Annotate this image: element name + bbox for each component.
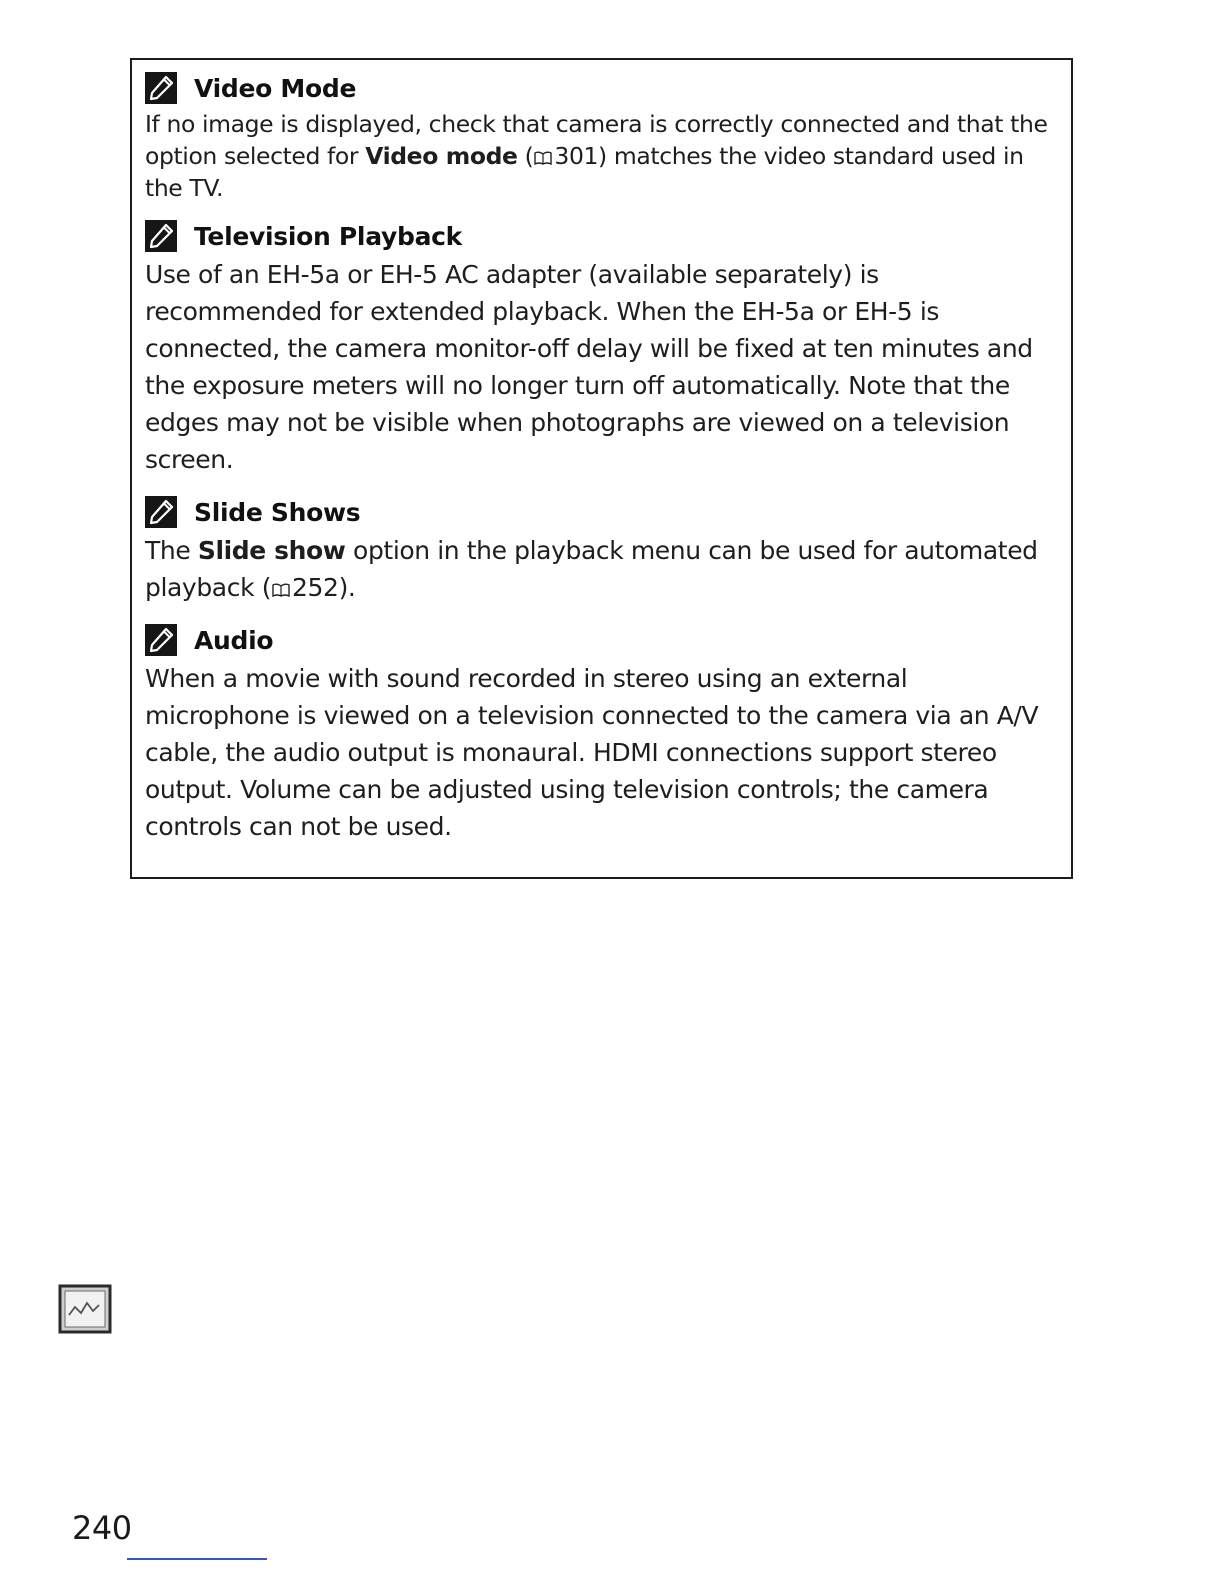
body-text: ) matches the video standard used in the TV. xyxy=(145,142,1024,202)
book-icon xyxy=(534,151,552,165)
page-link-underline[interactable] xyxy=(127,1558,267,1560)
note-heading xyxy=(145,492,1049,532)
note-television-playback xyxy=(145,216,1049,478)
note-title: Audio xyxy=(194,625,274,655)
connections-icon[interactable] xyxy=(58,1284,112,1334)
note-audio xyxy=(145,620,1049,845)
notes-box xyxy=(130,58,1073,879)
pencil-icon xyxy=(145,220,177,252)
body-text: ). xyxy=(338,573,356,602)
menu-option-slide-show: Slide show xyxy=(197,536,346,565)
menu-option-video-mode: Video mode xyxy=(365,142,518,170)
note-body xyxy=(145,532,1049,606)
note-video-mode xyxy=(145,68,1049,204)
note-slide-shows xyxy=(145,492,1049,606)
note-body: Use of an EH-5a or EH-5 AC adapter (available separately) is recommended for extended playback. When the EH-5a or EH-5 is connected, the camera monitor-off delay will be fixed at ten minutes and the exposure meters will no longer turn off automatically. Note that the edges may not be visible when photographs are viewed on a television screen. xyxy=(145,260,1033,474)
body-text: ( xyxy=(517,142,534,170)
body-text: If no image is displayed, check that camera is correctly connected and that the option selected for xyxy=(145,110,1048,170)
page-reference[interactable]: 252 xyxy=(292,573,339,602)
note-body: When a movie with sound recorded in stereo using an external microphone is viewed on a television connected to the camera via an A/V cable, the audio output is monaural. HDMI connections support stereo output. Volume can be adjusted using television controls; the camera controls can not be used. xyxy=(145,664,1039,841)
note-heading xyxy=(145,68,1049,108)
pencil-icon xyxy=(145,72,177,104)
page-reference[interactable]: 301 xyxy=(554,142,599,170)
body-text: The xyxy=(145,536,198,565)
pencil-icon xyxy=(145,624,177,656)
note-heading xyxy=(145,216,1049,256)
note-heading xyxy=(145,620,1049,660)
note-title: Video Mode xyxy=(194,73,357,103)
note-title: Television Playback xyxy=(194,221,463,251)
pencil-icon xyxy=(145,496,177,528)
page-number: 240 xyxy=(72,1509,132,1547)
note-title: Slide Shows xyxy=(194,497,361,527)
note-body xyxy=(145,108,1049,204)
body-text: option in the playback menu can be used for automated playback ( xyxy=(145,536,1038,602)
book-icon xyxy=(272,583,290,597)
